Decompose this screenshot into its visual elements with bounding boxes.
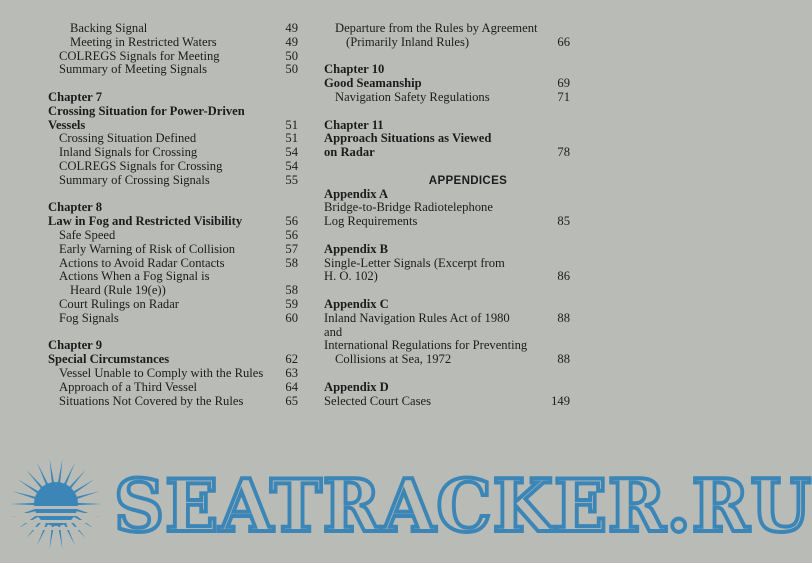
- toc-entry: [324, 298, 570, 312]
- toc-entry-title: Appendix D: [324, 379, 389, 394]
- toc-entry-title: Departure from the Rules by Agreement: [335, 21, 538, 35]
- toc-entry-title: Fog Signals: [59, 310, 119, 325]
- toc-entry: [48, 243, 298, 257]
- toc-entry-page: 78: [557, 145, 570, 160]
- toc-entry: [48, 160, 298, 174]
- toc-entry-title: Appendix C: [324, 296, 389, 311]
- toc-entry-title: Special Circumstances: [48, 352, 170, 367]
- toc-entry-title: Good Seamanship: [324, 76, 422, 91]
- toc-right-column: [324, 22, 570, 408]
- toc-gap: [324, 229, 570, 243]
- toc-entry-title: Selected Court Cases: [324, 393, 432, 408]
- toc-entry-title: Vessel Unable to Comply with the Rules: [59, 365, 264, 380]
- toc-entry: [48, 91, 298, 105]
- toc-entry-page: 50: [285, 62, 298, 77]
- toc-gap: [48, 77, 298, 91]
- toc-entry-page: 88: [557, 310, 570, 325]
- appendices-heading: APPENDICES: [428, 173, 508, 187]
- toc-entry-title: Single-Letter Signals (Excerpt from: [324, 255, 505, 270]
- toc-entry-title: Chapter 11: [324, 117, 384, 132]
- toc-entry-title: on Radar: [324, 145, 375, 160]
- toc-entry: [48, 119, 298, 133]
- toc-entry: [48, 381, 298, 395]
- toc-entry-title: Actions to Avoid Radar Contacts: [59, 255, 225, 270]
- toc-entry-title: COLREGS Signals for Crossing: [59, 158, 223, 173]
- toc-entry: [48, 257, 298, 271]
- toc-entry-title: COLREGS Signals for Meeting: [59, 48, 220, 63]
- toc-entry-title: Bridge-to-Bridge Radiotelephone: [324, 200, 493, 215]
- toc-entry: [324, 146, 570, 160]
- toc-entry-page: 55: [285, 172, 298, 187]
- toc-entry: [48, 395, 298, 409]
- toc-entry: [324, 63, 570, 77]
- toc-left-column: [48, 22, 298, 408]
- toc-entry-page: 50: [285, 48, 298, 63]
- toc-entry-page: 58: [285, 283, 298, 298]
- toc-entry-page: 51: [285, 117, 298, 132]
- toc-entry-title: Chapter 7: [48, 89, 102, 104]
- toc-gap: [324, 367, 570, 381]
- toc-entry: [324, 91, 570, 105]
- toc-entry: [324, 270, 570, 284]
- toc-entry-page: 54: [285, 158, 298, 173]
- toc-entry: [324, 201, 570, 215]
- toc-entry-page: 57: [285, 241, 298, 256]
- toc-entry-title: Heard (Rule 19(e)): [70, 283, 166, 298]
- toc-entry: [48, 229, 298, 243]
- toc-entry-title: Navigation Safety Regulations: [335, 89, 490, 104]
- toc-entry: [48, 367, 298, 381]
- toc-entry-page: 85: [557, 214, 570, 229]
- toc-entry-page: 69: [557, 76, 570, 91]
- toc-entry-title: Chapter 8: [48, 200, 102, 215]
- toc-entry-page: 49: [285, 21, 298, 35]
- toc-gap: [48, 326, 298, 340]
- toc-entry: [324, 119, 570, 133]
- toc-entry: [324, 339, 570, 353]
- toc-entry: [324, 312, 570, 326]
- toc-entry: [324, 188, 570, 202]
- toc-entry: [48, 36, 298, 50]
- toc-entry: [324, 257, 570, 271]
- toc-entry-title: Log Requirements: [324, 214, 418, 229]
- toc-entry-page: 60: [285, 310, 298, 325]
- toc-entry-title: Vessels: [48, 117, 86, 132]
- toc-entry-page: 56: [285, 227, 298, 242]
- sun-logo-icon: [0, 458, 112, 562]
- toc-entry: [48, 312, 298, 326]
- toc-entry: [324, 243, 570, 257]
- toc-entry-title: Approach of a Third Vessel: [59, 379, 198, 394]
- toc-entry-page: 49: [285, 34, 298, 49]
- toc-entry: [324, 77, 570, 91]
- toc-entry-title: Backing Signal: [70, 21, 148, 35]
- toc-entry-page: 66: [557, 34, 570, 49]
- toc-entry-title: Inland Signals for Crossing: [59, 145, 198, 160]
- toc-entry-page: 63: [285, 365, 298, 380]
- toc-gap: [324, 105, 570, 119]
- toc-entry-title: Safe Speed: [59, 227, 116, 242]
- toc-entry-title: Approach Situations as Viewed: [324, 131, 492, 146]
- toc-entry-page: 62: [285, 352, 298, 367]
- toc-gap: [324, 284, 570, 298]
- toc-entry-title: Inland Navigation Rules Act of 1980: [324, 310, 510, 325]
- toc-entry-title: and: [324, 324, 343, 339]
- toc-entry: [48, 215, 298, 229]
- toc-entry-title: (Primarily Inland Rules): [346, 34, 470, 49]
- toc-entry: [48, 201, 298, 215]
- toc-entry-page: 88: [557, 352, 570, 367]
- toc-entry: [48, 50, 298, 64]
- toc-entry: [48, 284, 298, 298]
- toc-entry-title: Crossing Situation Defined: [59, 131, 197, 146]
- toc-entry-title: Court Rulings on Radar: [59, 296, 179, 311]
- toc-entry-page: 86: [557, 269, 570, 284]
- toc-entry: [324, 395, 570, 409]
- toc-entry-title: Collisions at Sea, 1972: [335, 352, 452, 367]
- toc-entry-page: 58: [285, 255, 298, 270]
- toc-entry: [48, 63, 298, 77]
- toc-entry-title: Chapter 9: [48, 338, 102, 353]
- toc-entry: [48, 353, 298, 367]
- toc-entry-title: Appendix A: [324, 186, 389, 201]
- toc-gap: [324, 50, 570, 64]
- toc-entry: [324, 326, 570, 340]
- toc-entry: [48, 174, 298, 188]
- toc-entry-title: Chapter 10: [324, 62, 385, 77]
- toc-entry: [324, 215, 570, 229]
- toc-entry-page: 56: [285, 214, 298, 229]
- toc-entry: [48, 22, 298, 36]
- toc-entry-page: 71: [557, 89, 570, 104]
- toc-entry-page: 64: [285, 379, 298, 394]
- toc-entry-title: Situations Not Covered by the Rules: [59, 393, 244, 408]
- toc-entry-page: 59: [285, 296, 298, 311]
- watermark-text: SEATRACKER.RU: [114, 463, 812, 548]
- toc-entry: [48, 298, 298, 312]
- toc-entry: [48, 105, 298, 119]
- toc-entry: [324, 22, 570, 36]
- toc-entry-title: Crossing Situation for Power-Driven: [48, 103, 245, 118]
- toc-entry-title: Summary of Meeting Signals: [59, 62, 207, 77]
- toc-entry-page: 51: [285, 131, 298, 146]
- toc-entry: [324, 381, 570, 395]
- toc-entry: [324, 132, 570, 146]
- toc-entry-title: Early Warning of Risk of Collision: [59, 241, 236, 256]
- toc-gap: [48, 188, 298, 202]
- toc-entry: [48, 339, 298, 353]
- toc-entry: [48, 270, 298, 284]
- toc-gap: [324, 160, 570, 174]
- toc-entry-title: Summary of Crossing Signals: [59, 172, 210, 187]
- toc-entry-page: 54: [285, 145, 298, 160]
- toc-entry-title: H. O. 102): [324, 269, 378, 284]
- toc-entry: [48, 132, 298, 146]
- toc-entry-title: International Regulations for Preventing: [324, 338, 528, 353]
- toc-entry-title: Appendix B: [324, 241, 389, 256]
- toc-entry-title: Meeting in Restricted Waters: [70, 34, 217, 49]
- toc-entry-page: 149: [551, 393, 570, 408]
- toc-entry-page: 65: [285, 393, 298, 408]
- toc-entry: [324, 353, 570, 367]
- toc-entry: [48, 146, 298, 160]
- toc-entry-title: Actions When a Fog Signal is: [59, 269, 210, 284]
- toc-entry-title: Law in Fog and Restricted Visibility: [48, 214, 243, 229]
- toc-entry: [324, 36, 570, 50]
